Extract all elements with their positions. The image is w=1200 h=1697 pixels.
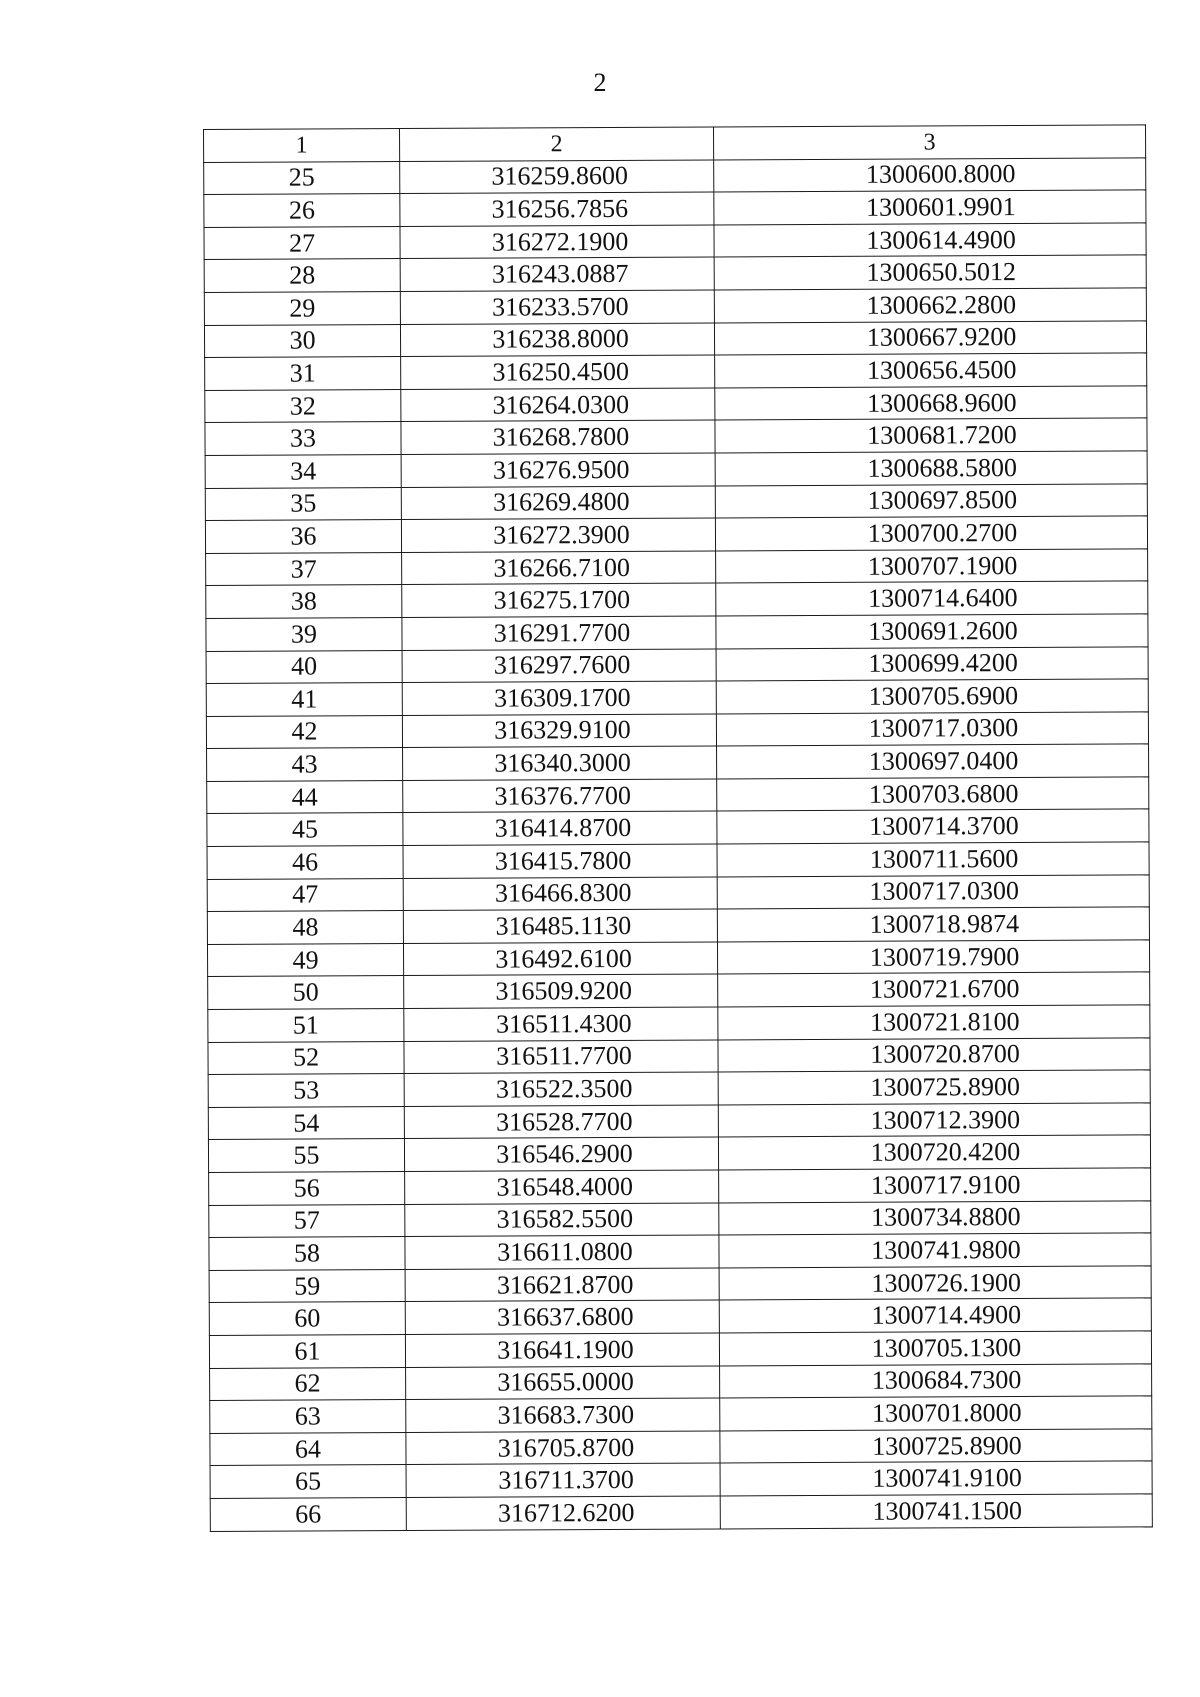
x-coordinate-cell: 316712.6200	[406, 1496, 720, 1530]
x-coordinate-cell: 316641.1900	[405, 1333, 719, 1367]
table-row	[206, 549, 1148, 586]
x-coordinate-cell: 316485.1130	[403, 909, 717, 943]
x-coordinate-cell: 316414.8700	[403, 811, 717, 845]
x-coordinate-cell: 316269.4800	[401, 486, 715, 520]
x-coordinate-cell: 316637.6800	[405, 1300, 719, 1334]
x-coordinate-cell: 316272.3900	[401, 518, 715, 552]
y-coordinate-cell: 1300720.8700	[718, 1038, 1150, 1073]
table-row	[204, 320, 1146, 357]
y-coordinate-cell: 1300721.6700	[718, 972, 1150, 1007]
table-row	[204, 223, 1146, 260]
point-number-cell: 35	[205, 487, 401, 521]
table-row	[210, 1494, 1152, 1531]
point-number-cell: 66	[210, 1497, 406, 1531]
table-row	[209, 1266, 1151, 1303]
x-coordinate-cell: 316611.0800	[405, 1235, 719, 1269]
table-row	[207, 875, 1149, 912]
y-coordinate-cell: 1300691.2600	[716, 614, 1148, 649]
table-row	[209, 1298, 1151, 1335]
point-number-cell: 47	[207, 878, 403, 912]
x-coordinate-cell: 316683.7300	[406, 1398, 720, 1432]
table-row	[205, 451, 1147, 488]
y-coordinate-cell: 1300668.9600	[715, 386, 1147, 421]
table-row	[205, 353, 1147, 390]
x-coordinate-cell: 316238.8000	[400, 323, 714, 357]
point-number-cell: 62	[210, 1367, 406, 1401]
coordinates-table	[203, 124, 1153, 1531]
table-row	[204, 288, 1146, 325]
table-row	[210, 1363, 1152, 1400]
y-coordinate-cell: 1300741.1500	[720, 1494, 1152, 1529]
table-row	[205, 516, 1147, 553]
table-row	[205, 483, 1147, 520]
table-row	[204, 255, 1146, 292]
column-header-3: 3	[713, 125, 1145, 160]
point-number-cell: 37	[206, 552, 402, 586]
y-coordinate-cell: 1300662.2800	[714, 288, 1146, 323]
x-coordinate-cell: 316243.0887	[400, 257, 714, 291]
x-coordinate-cell: 316276.9500	[401, 453, 715, 487]
point-number-cell: 50	[208, 976, 404, 1010]
y-coordinate-cell: 1300701.8000	[720, 1396, 1152, 1431]
column-header-2: 2	[400, 127, 714, 161]
y-coordinate-cell: 1300717.0300	[716, 712, 1148, 747]
y-coordinate-cell: 1300721.8100	[718, 1005, 1150, 1040]
point-number-cell: 31	[205, 357, 401, 391]
table-row	[208, 1005, 1150, 1042]
y-coordinate-cell: 1300600.8000	[714, 157, 1146, 192]
x-coordinate-cell: 316297.7600	[402, 648, 716, 682]
point-number-cell: 63	[210, 1400, 406, 1434]
table-row	[207, 744, 1149, 781]
y-coordinate-cell: 1300714.4900	[719, 1298, 1151, 1333]
point-number-cell: 54	[208, 1106, 404, 1140]
point-number-cell: 51	[208, 1009, 404, 1043]
y-coordinate-cell: 1300712.3900	[718, 1103, 1150, 1138]
y-coordinate-cell: 1300741.9100	[720, 1461, 1152, 1496]
y-coordinate-cell: 1300720.4200	[718, 1135, 1150, 1170]
x-coordinate-cell: 316548.4000	[405, 1170, 719, 1204]
table-row	[208, 1135, 1150, 1172]
y-coordinate-cell: 1300614.4900	[714, 223, 1146, 258]
x-coordinate-cell: 316492.6100	[403, 942, 717, 976]
x-coordinate-cell: 316250.4500	[401, 355, 715, 389]
point-number-cell: 55	[208, 1139, 404, 1173]
x-coordinate-cell: 316522.3500	[404, 1072, 718, 1106]
table-row	[205, 386, 1147, 423]
x-coordinate-cell: 316546.2900	[404, 1137, 718, 1171]
point-number-cell: 42	[206, 715, 402, 749]
point-number-cell: 58	[209, 1237, 405, 1271]
table-row	[209, 1331, 1151, 1368]
point-number-cell: 64	[210, 1432, 406, 1466]
point-number-cell: 61	[209, 1334, 405, 1368]
x-coordinate-cell: 316256.7856	[400, 192, 714, 226]
table-row	[210, 1461, 1152, 1498]
point-number-cell: 45	[207, 813, 403, 847]
point-number-cell: 53	[208, 1074, 404, 1108]
y-coordinate-cell: 1300697.8500	[715, 483, 1147, 518]
x-coordinate-cell: 316466.8300	[403, 877, 717, 911]
y-coordinate-cell: 1300697.0400	[717, 744, 1149, 779]
x-coordinate-cell: 316376.7700	[403, 779, 717, 813]
table-row	[208, 1070, 1150, 1107]
y-coordinate-cell: 1300705.6900	[716, 679, 1148, 714]
y-coordinate-cell: 1300719.7900	[717, 940, 1149, 975]
y-coordinate-cell: 1300684.7300	[720, 1363, 1152, 1398]
y-coordinate-cell: 1300741.9800	[719, 1233, 1151, 1268]
point-number-cell: 44	[207, 780, 403, 814]
x-coordinate-cell: 316259.8600	[400, 160, 714, 194]
y-coordinate-cell: 1300717.9100	[719, 1168, 1151, 1203]
point-number-cell: 41	[206, 683, 402, 717]
x-coordinate-cell: 316655.0000	[406, 1366, 720, 1400]
table-row	[207, 940, 1149, 977]
x-coordinate-cell: 316264.0300	[401, 388, 715, 422]
y-coordinate-cell: 1300725.8900	[720, 1429, 1152, 1464]
table-row	[207, 777, 1149, 814]
y-coordinate-cell: 1300726.1900	[719, 1266, 1151, 1301]
table-row	[209, 1168, 1151, 1205]
y-coordinate-cell: 1300734.8800	[719, 1200, 1151, 1235]
y-coordinate-cell: 1300717.0300	[717, 875, 1149, 910]
y-coordinate-cell: 1300707.1900	[716, 549, 1148, 584]
y-coordinate-cell: 1300718.9874	[717, 907, 1149, 942]
x-coordinate-cell: 316528.7700	[404, 1105, 718, 1139]
table-row	[206, 614, 1148, 651]
x-coordinate-cell: 316272.1900	[400, 225, 714, 259]
y-coordinate-cell: 1300656.4500	[715, 353, 1147, 388]
point-number-cell: 60	[209, 1302, 405, 1336]
table-row	[206, 646, 1148, 683]
x-coordinate-cell: 316309.1700	[402, 681, 716, 715]
table-row	[204, 190, 1146, 227]
point-number-cell: 28	[204, 259, 400, 293]
point-number-cell: 48	[207, 911, 403, 945]
x-coordinate-cell: 316291.7700	[402, 616, 716, 650]
table-row	[205, 418, 1147, 455]
point-number-cell: 43	[207, 748, 403, 782]
point-number-cell: 40	[206, 650, 402, 684]
table-body	[204, 157, 1153, 1531]
x-coordinate-cell: 316509.9200	[404, 974, 718, 1008]
column-header-1: 1	[204, 129, 400, 163]
point-number-cell: 33	[205, 422, 401, 456]
x-coordinate-cell: 316268.7800	[401, 420, 715, 454]
y-coordinate-cell: 1300705.1300	[719, 1331, 1151, 1366]
table-row	[207, 842, 1149, 879]
table-row	[206, 581, 1148, 618]
table-row	[210, 1429, 1152, 1466]
table-row	[206, 679, 1148, 716]
x-coordinate-cell: 316705.8700	[406, 1431, 720, 1465]
point-number-cell: 52	[208, 1041, 404, 1075]
point-number-cell: 59	[209, 1269, 405, 1303]
point-number-cell: 30	[204, 324, 400, 358]
point-number-cell: 29	[204, 292, 400, 326]
x-coordinate-cell: 316340.3000	[403, 746, 717, 780]
y-coordinate-cell: 1300703.6800	[717, 777, 1149, 812]
y-coordinate-cell: 1300650.5012	[714, 255, 1146, 290]
point-number-cell: 36	[205, 520, 401, 554]
x-coordinate-cell: 316266.7100	[402, 551, 716, 585]
x-coordinate-cell: 316621.8700	[405, 1268, 719, 1302]
table-row	[208, 972, 1150, 1009]
x-coordinate-cell: 316711.3700	[406, 1463, 720, 1497]
point-number-cell: 46	[207, 846, 403, 880]
point-number-cell: 65	[210, 1465, 406, 1499]
table-row	[208, 1038, 1150, 1075]
page-number: 2	[593, 68, 607, 97]
y-coordinate-cell: 1300601.9901	[714, 190, 1146, 225]
table-row	[204, 157, 1146, 194]
point-number-cell: 38	[206, 585, 402, 619]
point-number-cell: 27	[204, 226, 400, 260]
table-row	[208, 1103, 1150, 1140]
point-number-cell: 56	[209, 1172, 405, 1206]
y-coordinate-cell: 1300667.9200	[714, 320, 1146, 355]
x-coordinate-cell: 316511.7700	[404, 1040, 718, 1074]
table-header-row	[204, 125, 1146, 162]
x-coordinate-cell: 316415.7800	[403, 844, 717, 878]
y-coordinate-cell: 1300688.5800	[715, 451, 1147, 486]
point-number-cell: 34	[205, 454, 401, 488]
y-coordinate-cell: 1300714.6400	[716, 581, 1148, 616]
point-number-cell: 39	[206, 617, 402, 651]
table-row	[207, 907, 1149, 944]
y-coordinate-cell: 1300714.3700	[717, 809, 1149, 844]
point-number-cell: 26	[204, 194, 400, 228]
table-row	[207, 809, 1149, 846]
y-coordinate-cell: 1300700.2700	[715, 516, 1147, 551]
y-coordinate-cell: 1300699.4200	[716, 646, 1148, 681]
y-coordinate-cell: 1300711.5600	[717, 842, 1149, 877]
y-coordinate-cell: 1300725.8900	[718, 1070, 1150, 1105]
table-row	[206, 712, 1148, 749]
table-row	[209, 1233, 1151, 1270]
point-number-cell: 32	[205, 389, 401, 423]
point-number-cell: 57	[209, 1204, 405, 1238]
table-row	[209, 1200, 1151, 1237]
point-number-cell: 49	[207, 943, 403, 977]
x-coordinate-cell: 316511.4300	[404, 1007, 718, 1041]
x-coordinate-cell: 316329.9100	[402, 714, 716, 748]
x-coordinate-cell: 316233.5700	[400, 290, 714, 324]
point-number-cell: 25	[204, 161, 400, 195]
x-coordinate-cell: 316582.5500	[405, 1203, 719, 1237]
y-coordinate-cell: 1300681.7200	[715, 418, 1147, 453]
x-coordinate-cell: 316275.1700	[402, 583, 716, 617]
table-row	[210, 1396, 1152, 1433]
